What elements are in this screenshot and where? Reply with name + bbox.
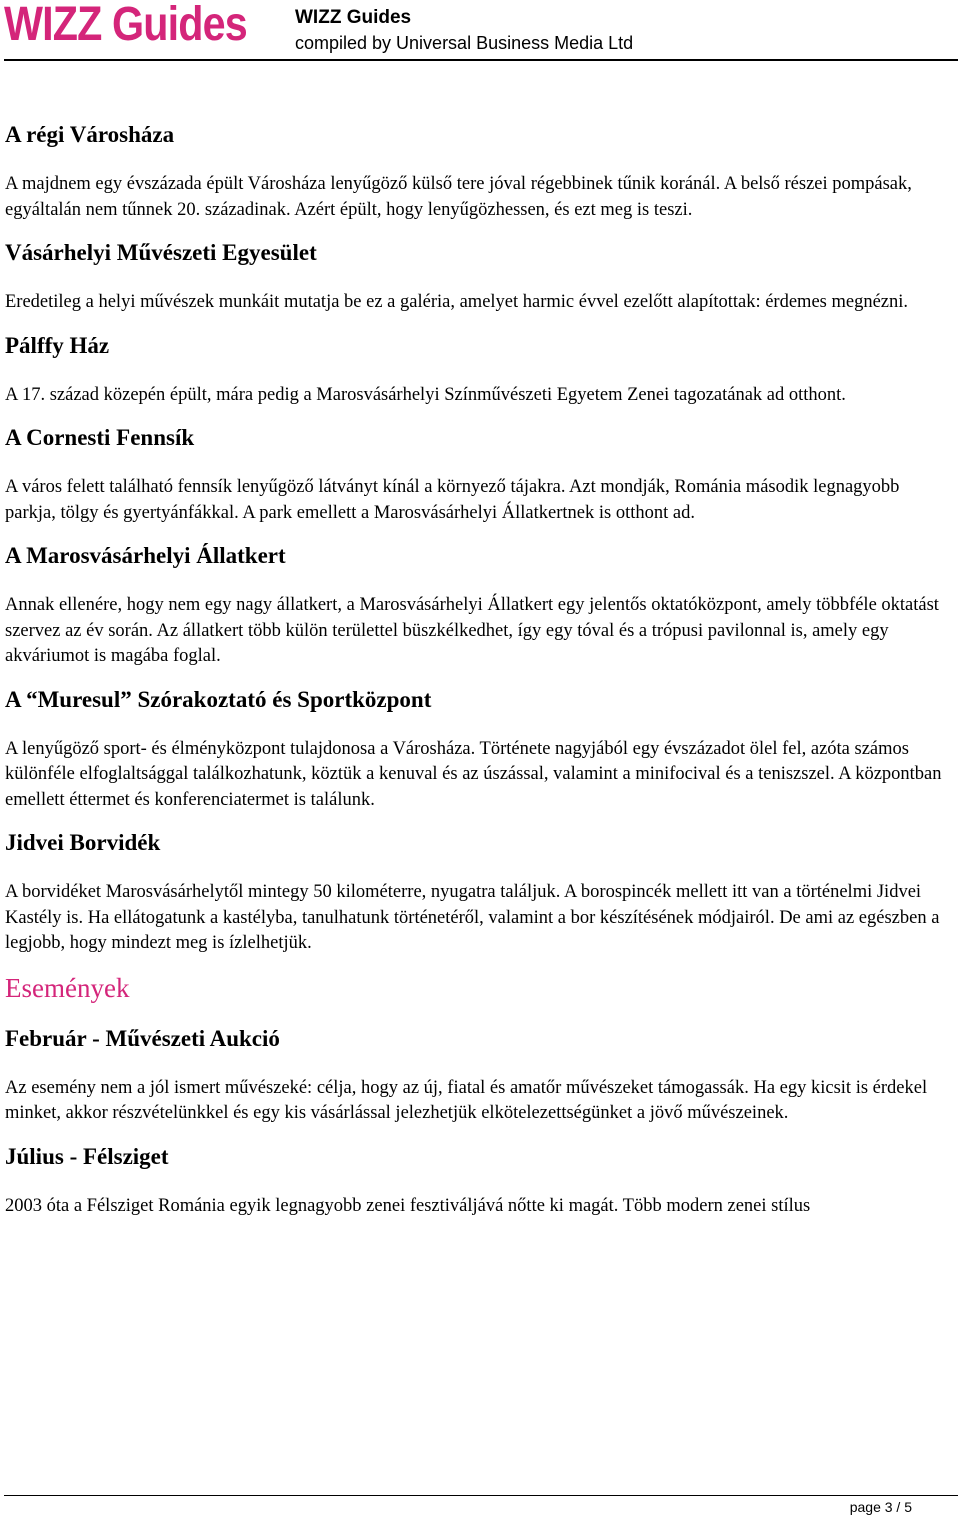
section-paragraph: A lenyűgöző sport- és élményközpont tulajdonosa a Városháza. Története nagyjából egy évszázadot ölel fel, azóta számos különféle elfoglaltsággal találkozhatunk, köztük a kenuval és az úszással, valamint a minifocival és a teniszszel. A központban emellett éttermet és konferenciatermet is találunk.	[5, 738, 942, 810]
section-heading: Vásárhelyi Művészeti Egyesület	[5, 240, 317, 265]
header-subtitle: compiled by Universal Business Media Ltd	[295, 33, 634, 53]
section-paragraph: A borvidéket Marosvásárhelytől mintegy 50 kilométerre, nyugatra találjuk. A borospincék mellett itt van a történelmi Jidvei Kastély is. Ha ellátogatunk a kastélyba, tanulhatunk történetéről, valamint a bor készítésének módjairól. De ami az egészben a legjobb, hogy mindezt meg is ízlelhetjük.	[5, 882, 940, 953]
event-paragraph: 2003 óta a Félsziget Románia egyik legnagyobb zenei fesztiváljává nőtte ki magát. Több modern zenei stílus	[5, 1195, 811, 1216]
section-paragraph: Annak ellenére, hogy nem egy nagy állatkert, a Marosvásárhelyi Állatkert egy jelentős oktatóközpont, amely többféle oktatást szervez az év során. Az állatkert több külön területtel büszkélkedhet, így egy tóval és a trópusi pavilonnal is, amely egy akváriumot is magába foglal.	[5, 595, 939, 666]
event-paragraph: Az esemény nem a jól ismert művészeké: célja, hogy az új, fiatal és amatőr művészeket támogassák. Ha egy kicsit is érdekel minket, akkor részvételünkkel és egy kis vásárlással jelezhetjük elkötelezettségünket a jövő művészeinek.	[5, 1077, 928, 1123]
document-body	[5, 120, 950, 1234]
section-paragraph: A 17. század közepén épült, mára pedig a Marosvásárhelyi Színművészeti Egyetem Zenei tagozatának ad otthont.	[5, 384, 846, 405]
event-heading: Július - Félsziget	[5, 1143, 169, 1169]
section-heading: A Marosvásárhelyi Állatkert	[5, 543, 286, 568]
section-heading: Jidvei Borvidék	[5, 830, 161, 855]
event-heading: Február - Művészeti Aukció	[5, 1025, 280, 1051]
events-heading: Események	[5, 972, 130, 1003]
section-heading: A Cornesti Fennsík	[5, 425, 195, 450]
wizz-guides-logo: WIZZ Guides	[4, 0, 247, 51]
section-paragraph: Eredetileg a helyi művészek munkáit mutatja be ez a galéria, amelyet harmic évvel ezelőtt alapítottak: érdemes megnézni.	[5, 292, 909, 312]
section-paragraph: A majdnem egy évszázada épült Városháza lenyűgöző külső tere jóval régebbinek tűnik koránál. A belső részei pompásak, egyáltalán nem tűnnek 20. századinak. Azért épült, hogy lenyűgözhessen, és ezt meg is teszi.	[5, 174, 912, 220]
footer-divider	[4, 1495, 958, 1496]
section-heading: A régi Városháza	[5, 122, 175, 147]
section-heading: A “Muresul” Szórakoztató és Sportközpont	[5, 686, 432, 712]
header-divider	[4, 59, 958, 61]
page-number: page 3 / 5	[849, 1499, 912, 1515]
section-heading: Pálffy Ház	[5, 332, 110, 358]
page-header	[0, 0, 960, 62]
header-title: WIZZ Guides	[295, 7, 412, 28]
section-paragraph: A város felett található fennsík lenyűgöző látványt kínál a környező tájakra. Azt mondják, Románia második legnagyobb parkja, tölgy és gyertyánfákkal. A park emellett a Marosvásárhelyi Állatkertnek is otthont ad.	[5, 477, 900, 523]
